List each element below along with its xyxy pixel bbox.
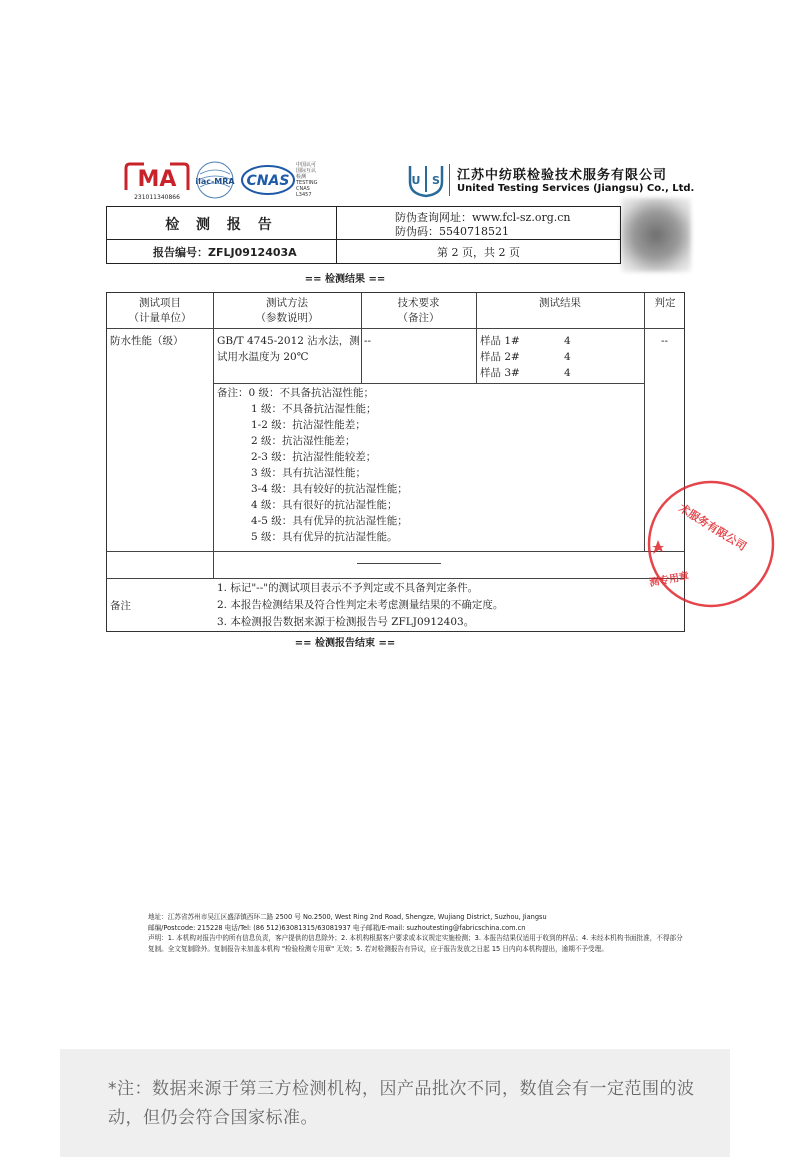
sample-name: 样品 2# [480,351,520,363]
cnas-caption-line: 国际互认 [296,168,317,174]
divider [107,328,684,329]
header-text: （计量单位） [128,312,192,324]
grade-note: 1-2 级：抗沾湿性能差； [251,419,366,431]
divider [107,578,684,579]
ilac-mra-logo [192,160,238,200]
header-judgement: 判定 [654,297,676,309]
page-indicator: 第 2 页，共 2 页 [437,246,520,259]
grade-note: 1 级：不具备抗沾湿性能； [251,403,377,415]
end-title: == 检测报告结束 == [294,638,396,649]
svg-text:术服务有限公司: 术服务有限公司 [676,501,749,554]
grade-note: 3 级：具有抗沾湿性能； [251,467,367,479]
sample-value: 4 [564,367,571,379]
divider [336,207,337,263]
sample-value: 4 [564,351,571,363]
report-title: 检 测 报 告 [165,217,278,233]
test-item: 防水性能（级） [110,335,184,347]
header-text: 技术要求 [397,297,440,309]
query-website: 防伪查询网址：www.fcl-sz.org.cn [395,211,571,224]
report-number: 报告编号：ZFLJ0912403A [153,246,297,259]
uts-logo [404,162,448,198]
company-name-cn: 江苏中纺联检验技术服务有限公司 [457,168,668,183]
cnas-caption-line: 中国认可 [296,162,317,168]
report-info-table [106,206,621,264]
remark-item: 2. 本报告检测结果及符合性判定未考虑测量结果的不确定度。 [217,599,504,611]
grade-note: 4-5 级：具有优异的抗沾湿性能； [251,515,408,527]
grade-note: 3-4 级：具有较好的抗沾湿性能； [251,483,408,495]
svg-text:CNAS: CNAS [246,173,290,189]
footer-line: 邮编/Postcode: 215228 电话/Tel: (86 512)63081315/63081937 电子邮箱/E-mail: suzhoutesting@fabricschina.com.cn [148,923,526,932]
header-item [107,296,213,326]
blurred-qr-code [621,198,691,272]
divider [107,551,684,552]
cnas-caption-line: TESTING [296,180,318,186]
cma-logo [122,160,192,196]
test-method [217,333,361,365]
technical-requirement: -- [364,335,372,347]
svg-text:ilac-MRA: ilac-MRA [195,177,235,186]
disclaimer-box [60,1049,730,1157]
divider [213,383,644,384]
anti-counterfeit-code: 防伪码：5540718521 [395,225,509,238]
method-line: GB/T 4745-2012 沾水法，测 [217,335,360,347]
header-text: （备注） [397,312,440,324]
header-text: （参数说明） [255,312,319,324]
divider [357,563,441,564]
footer-line: 地址：江苏省苏州市吴江区盛泽镇西环二路 2500 号 No.2500, West Ring 2nd Road, Shengze, Wujiang District, Suzhou, Jiangsu [148,913,547,921]
company-name-en: United Testing Services (Jiangsu) Co., Ltd. [457,183,695,194]
grade-note: 5 级：具有优异的抗沾湿性能。 [251,531,398,543]
footer-line: 声明：1. 本机构对报告中的所有信息负责，客户提供的信息除外；2. 本机构根据客户要求或本议规定实施检测；3. 本报告结果仅适用于收到的样品；4. 未经本机构书面批准，不得部分 [148,934,683,942]
grade-note: 2 级：抗沾湿性能差； [251,435,356,447]
header-text: 测试项目 [139,297,181,309]
cnas-logo [240,160,300,200]
grade-notes [217,385,408,545]
remark-item: 1. 标记"--"的测试项目表示不予判定或不具备判定条件。 [217,582,479,594]
header-result: 测试结果 [539,297,581,309]
results-table [106,292,685,632]
judgement-value: -- [661,335,669,347]
sample-name: 样品 3# [480,367,520,379]
cnas-caption-line: 检测 [296,174,307,180]
logo-divider [449,164,450,196]
method-line: 试用水温度为 20℃ [217,351,309,363]
remarks-label: 备注 [110,600,131,612]
grade-note: 4 级：具有很好的抗沾湿性能； [251,499,398,511]
cnas-caption [296,162,318,198]
grade-note: 2-3 级：抗沾湿性能较差； [251,451,377,463]
svg-text:MA: MA [137,167,177,192]
footer-line: 复制。全文复制除外。复制报告未加盖本机构 "检验检测专用章" 无效；5. 若对检测报告有异议，应于报告发放之日起 15 日内向本机构提出，逾期不予受理。 [148,944,608,953]
cnas-caption-line: CNAS L3457 [296,186,312,198]
svg-text:测专用章: 测专用章 [648,571,690,589]
cma-number: 231011340866 [134,194,180,201]
header-text: 测试方法 [266,297,308,309]
report-footer [148,912,683,954]
divider [107,239,620,240]
header-requirement [361,296,476,326]
divider [213,293,214,579]
disclaimer-text: *注：数据来源于第三方检测机构，因产品批次不同，数值会有一定范围的波动，但仍会符合国家标准。 [108,1079,695,1128]
sample-value: 4 [564,335,571,347]
seal-stamp [636,474,749,614]
sample-name: 样品 1# [480,335,520,347]
grade-note: 备注：0 级：不具备抗沾湿性能； [217,387,375,399]
section-title: == 检测结果 == [304,274,386,285]
svg-text:S: S [432,174,440,187]
svg-text:U: U [411,174,421,187]
header-method [213,296,361,326]
remark-item: 3. 本检测报告数据来源于检测报告号 ZFLJ0912403。 [217,616,475,628]
